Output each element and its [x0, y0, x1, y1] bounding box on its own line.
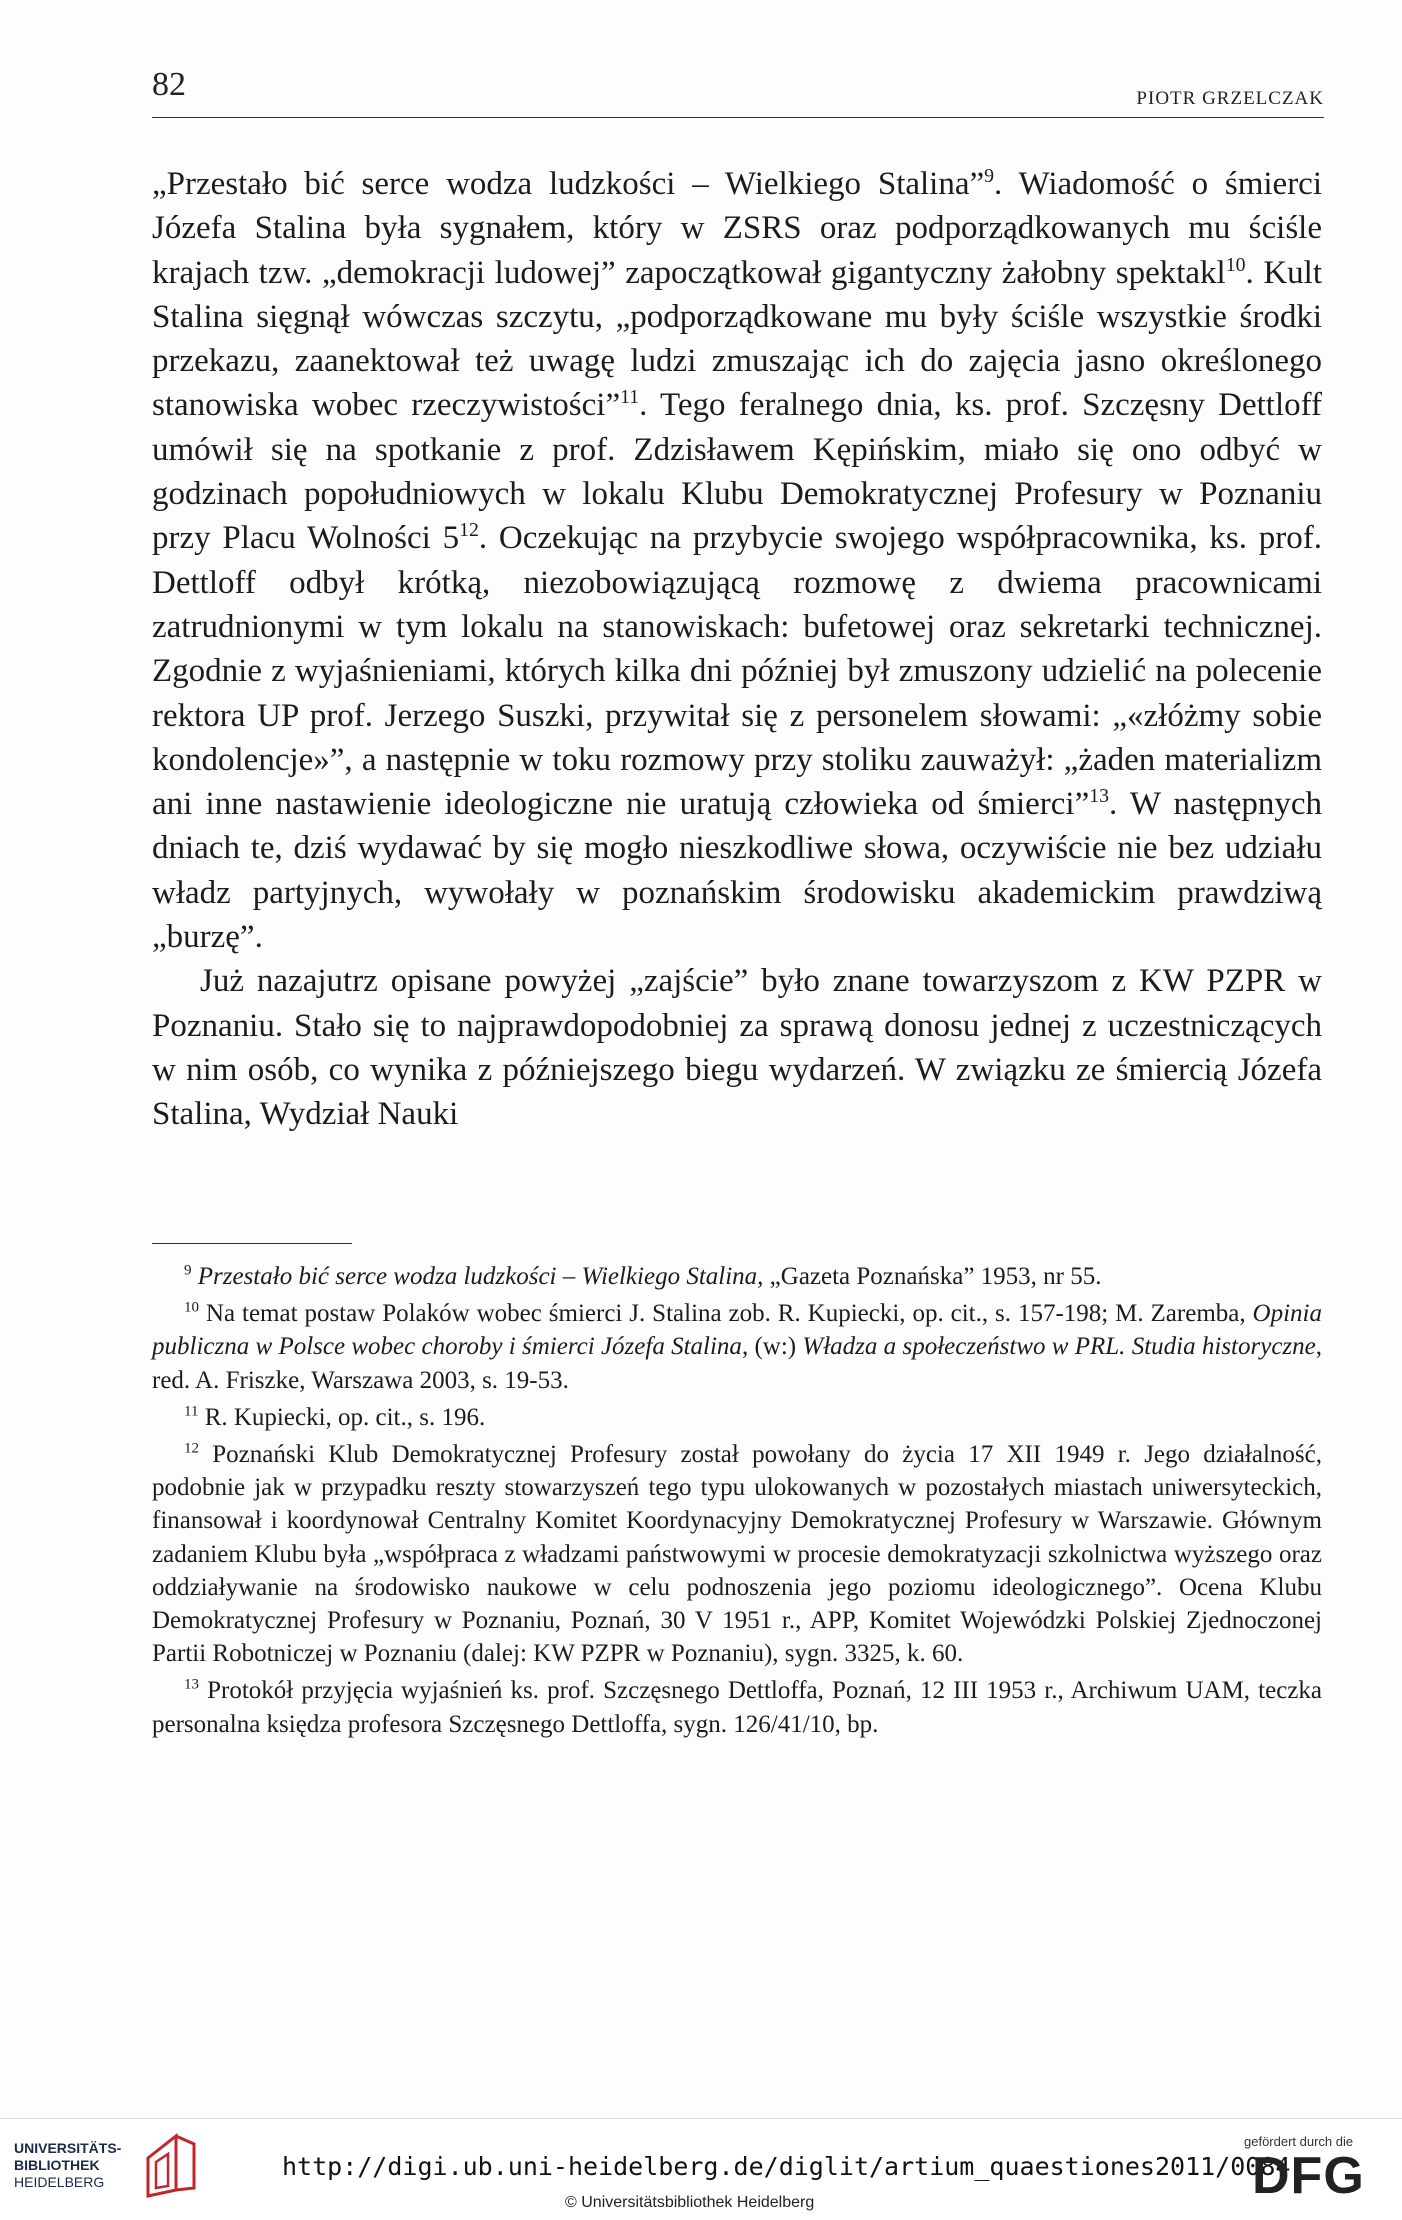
- footnote-11: $^{11}$ R. Kupiecki, op. cit., s. 196.: [184, 1403, 486, 1431]
- footnotes: [152, 1260, 1322, 1745]
- footnote-10: $^{10}$ Na temat postaw Polaków wobec śmierci J. Stalina zob. R. Kupiecki, op. cit., s. 157-198; M. Zaremba, Opinia publiczna w Polsce wobec choroby i śmierci Józefa Stalina, (w:) Władza a społeczeństwo w PRL. Studia historyczne, red. A. Friszke, Warszawa 2003, s. 19-53.: [152, 1299, 1322, 1394]
- source-url-link[interactable]: http://digi.ub.uni-heidelberg.de/diglit/artium_quaestiones2011/0084: [282, 2152, 1291, 2181]
- footnote-12: $^{12}$ Poznański Klub Demokratycznej Profesury został powołany do życia 17 XII 1949 r. Jego działalność, podobnie jak w przypadku reszty stowarzyszeń tego typu ulokowanych w pozostałych miastach uniwersyteckich, finansował i koordynował Centralny Komitet Koordynacyjny Demokratycznej Profesury w Warszawie. Głównym zadaniem Klubu była „współpraca z władzami państwowymi w procesie demokratyzacji szkolnictwa wyższego oraz oddziaływanie na środowisko naukowe w celu podnoszenia jego poziomu ideologicznego”. Ocena Klubu Demokratycznej Profesury w Poznaniu, Poznań, 30 V 1951 r., APP, Komitet Wojewódzki Polskiej Zjednoczonej Partii Robotniczej w Poznaniu (dalej: KW PZPR w Poznaniu), sygn. 3325, k. 60.: [152, 1440, 1322, 1668]
- university-library-logo: [14, 2140, 121, 2191]
- footnote-13: $^{13}$ Protokół przyjęcia wyjaśnień ks. prof. Szczęsnego Dettloffa, Poznań, 12 III 1953 r., Archiwum UAM, teczka personalna księdza profesora Szczęsnego Dettloffa, sygn. 126/41/10, bp.: [152, 1677, 1322, 1738]
- footnote-rule: [152, 1243, 352, 1244]
- main-text: [152, 162, 1322, 1137]
- page-number: 82: [152, 66, 186, 103]
- paragraph-1: „Przestało bić serce wodza ludzkości – Wielkiego Stalina”$^9$. Wiadomość o śmierci Józefa Stalina była sygnałem, który w ZSRS oraz podporządkowanych mu ściśle krajach tzw. „demokracji ludowej” zapoczątkował gigantyczny żałobny spektakl$^{10}$. Kult Stalina sięgnął wówczas szczytu, „podporządkowane mu były ściśle wszystkie środki przekazu, zaanektował też uwagę ludzi zmuszając ich do zajęcia jasno określonego stanowiska wobec rzeczywistości”$^{11}$. Tego feralnego dnia, ks. prof. Szczęsny Dettloff umówił się na spotkanie z prof. Zdzisławem Kępińskim, miało się ono odbyć w godzinach popołudniowych w lokalu Klubu Demokratycznej Profesury w Poznaniu przy Placu Wolności $5^{12}$. Oczekując na przybycie swojego współpracownika, ks. prof. Dettloff odbył krótką, niezobowiązującą rozmowę z dwiema pracownicami zatrudnionymi w tym lokalu na stanowiskach: bufetowej oraz sekretarki technicznej. Zgodnie z wyjaśnieniami, których kilka dni później był zmuszony udzielić na polecenie rektora UP prof. Jerzego Suszki, przywitał się z personelem słowami: „«złóżmy sobie kondolencje»”, a następnie w toku rozmowy przy stoliku zauważył: „żaden materializm ani inne nastawienie ideologiczne nie uratują człowieka od śmierci”$^{13}$. W następnych dniach te, dziś wydawać by się mogło nieszkodliwe słowa, oczywiście nie bez udziału władz partyjnych, wywołały w poznańskim środowisku akademickim prawdziwą „burzę”.: [152, 165, 1323, 956]
- uni-logo-line-1: UNIVERSITÄTS-: [14, 2140, 122, 2156]
- footnote-9: $^9$ Przestało bić serce wodza ludzkości – Wielkiego Stalina, „Gazeta Poznańska” 1953, nr 55.: [184, 1262, 1102, 1290]
- paragraph-2: Już nazajutrz opisane powyżej „zajście” było znane towarzyszom z KW PZPR w Poznaniu. Stało się to najprawdopodobniej za sprawą donosu jednej z uczestniczących w nim osób, co wynika z późniejszego biegu wydarzeń. W związku ze śmiercią Józefa Stalina, Wydział Nauki: [152, 963, 1322, 1133]
- header-rule: [152, 117, 1324, 118]
- copyright-notice: © Universitätsbibliothek Heidelberg: [565, 2194, 815, 2211]
- running-head-author: PIOTR GRZELCZAK: [1136, 88, 1324, 109]
- funding-caption: gefördert durch die: [1244, 2134, 1354, 2149]
- library-emblem-icon: [140, 2130, 200, 2200]
- uni-logo-line-3: HEIDELBERG: [14, 2174, 105, 2190]
- dfg-logo: DFG: [1252, 2147, 1365, 2205]
- uni-logo-line-2: BIBLIOTHEK: [14, 2157, 100, 2173]
